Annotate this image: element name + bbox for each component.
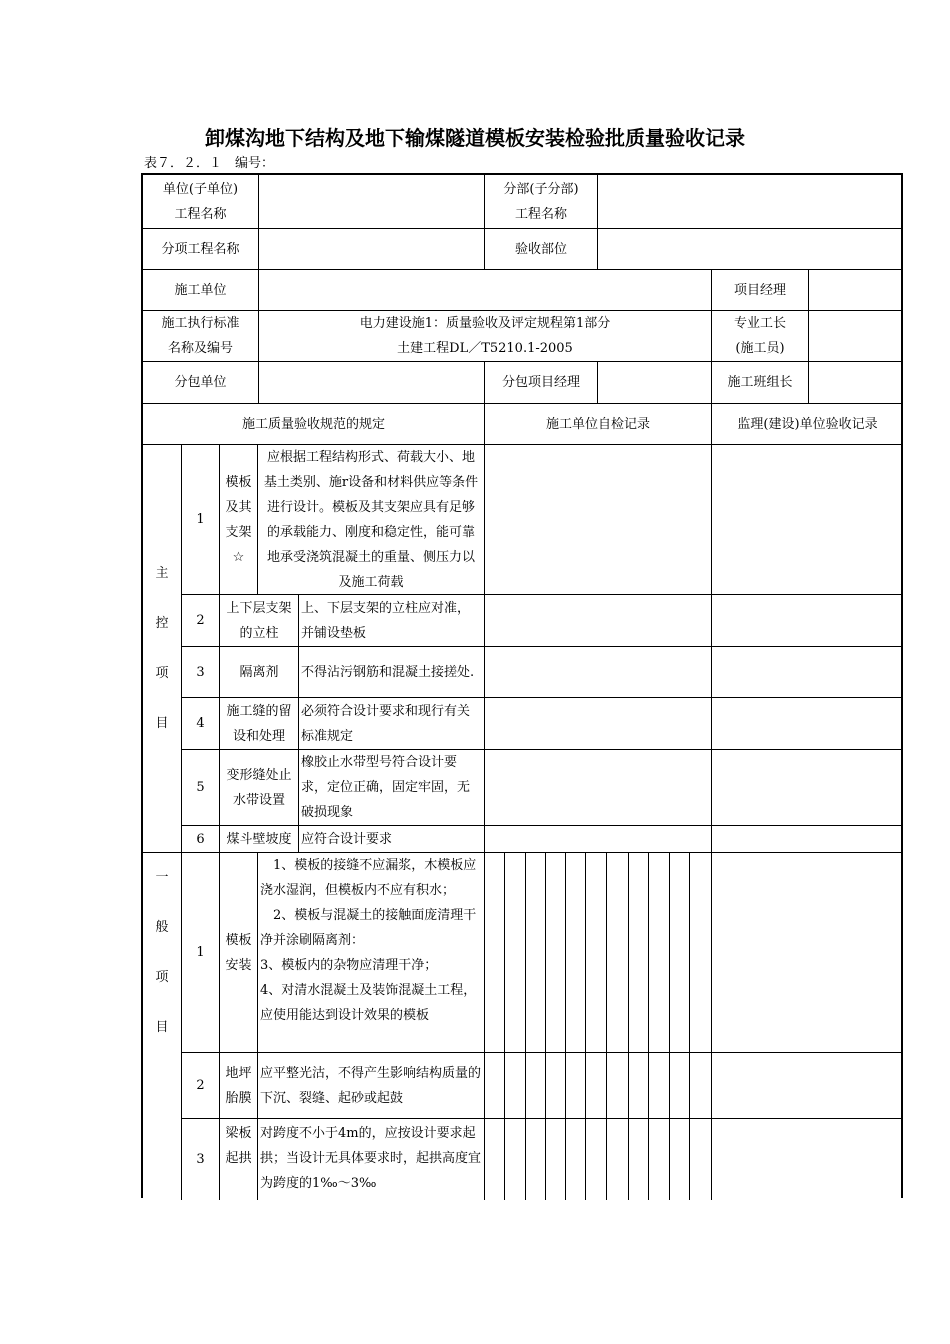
engineer-value[interactable] bbox=[809, 311, 903, 362]
main-row-1-no: 1 bbox=[182, 445, 220, 595]
main-row-1-name: 模板 及其 支架 ☆ bbox=[220, 445, 258, 595]
main-items-label: 主控项目 bbox=[143, 445, 182, 853]
main-row-2-no: 2 bbox=[182, 595, 220, 647]
construct-unit-value[interactable] bbox=[259, 270, 712, 311]
main-row-3-no: 3 bbox=[182, 647, 220, 698]
sub-unit-value[interactable] bbox=[259, 362, 485, 404]
main-row-5-supervisor[interactable] bbox=[712, 750, 903, 826]
main-row-5-name: 变形缝处止 水带设置 bbox=[220, 750, 299, 826]
main-row-5-no: 5 bbox=[182, 750, 220, 826]
project-manager-label: 项目经理 bbox=[712, 270, 809, 311]
main-row-6-desc: 应符合设计要求 bbox=[299, 826, 485, 853]
engineer-label: 专业工长 (施工员) bbox=[712, 311, 809, 362]
main-row-4-supervisor[interactable] bbox=[712, 698, 903, 750]
main-row-2-self-check[interactable] bbox=[485, 595, 712, 647]
main-row-3-self-check[interactable] bbox=[485, 647, 712, 698]
unit-project-value[interactable] bbox=[259, 175, 485, 229]
general-row-1-desc: 1、模板的接缝不应漏浆，木模板应浇水湿润，但模板内不应有积水； 2、模板与混凝土的接触面庞清理干净并涂刷隔离剂： 3、模板内的杂物应清理干净； 4、对清水混凝土及装饰混凝土工程，应使用能达到设计效果的模板 bbox=[258, 853, 485, 1053]
main-row-5-desc: 橡胶止水带型号符合设计要求，定位正确，固定牢固，无破损现象 bbox=[299, 750, 485, 826]
main-row-1-desc: 应根据工程结构形式、荷载大小、地基土类别、施r设备和材料供应等条件进行设计。模板及其支架应具有足够的承载能力、刚度和稳定性，能可靠地承受浇筑混凝土的重量、侧压力以及施工荷载 bbox=[258, 445, 485, 595]
general-row-2-name: 地坪 胎膜 bbox=[220, 1053, 258, 1119]
standard-value: 电力建设施1：质量验收及评定规程第1部分 土建工程DL／T5210.1-2005 bbox=[259, 311, 712, 362]
sub-unit-label: 分包单位 bbox=[143, 362, 259, 404]
accept-part-value[interactable] bbox=[598, 229, 903, 270]
general-items-label: 一般项目 bbox=[143, 853, 182, 1200]
main-row-3-desc: 不得沾污钢筋和混凝土接搓处. bbox=[299, 647, 485, 698]
sub-project-label: 分部(子分部) 工程名称 bbox=[485, 175, 598, 229]
construct-unit-label: 施工单位 bbox=[143, 270, 259, 311]
project-manager-value[interactable] bbox=[809, 270, 903, 311]
main-row-5-self-check[interactable] bbox=[485, 750, 712, 826]
acceptance-table bbox=[141, 173, 903, 1198]
main-row-1-supervisor[interactable] bbox=[712, 445, 903, 595]
general-row-2-desc: 应平整光沽，不得产生影响结构质量的下沉、裂缝、起砂或起鼓 bbox=[258, 1053, 485, 1119]
accept-part-label: 验收部位 bbox=[485, 229, 598, 270]
general-row-3-name: 梁板 起拱 bbox=[220, 1119, 258, 1200]
sub-manager-label: 分包项目经理 bbox=[485, 362, 598, 404]
main-row-4-self-check[interactable] bbox=[485, 698, 712, 750]
main-row-6-supervisor[interactable] bbox=[712, 826, 903, 853]
general-row-2-no: 2 bbox=[182, 1053, 220, 1119]
main-row-6-no: 6 bbox=[182, 826, 220, 853]
document-title: 卸煤沟地下结构及地下输煤隧道模板安装检验批质量验收记录 bbox=[205, 126, 745, 150]
general-row-1-no: 1 bbox=[182, 853, 220, 1053]
item-project-value[interactable] bbox=[259, 229, 485, 270]
sub-manager-value[interactable] bbox=[598, 362, 712, 404]
main-row-4-desc: 必须符合设计要求和现行有关标准规定 bbox=[299, 698, 485, 750]
table-number: 表７．２．１ 编号： bbox=[144, 156, 275, 171]
sub-project-value[interactable] bbox=[598, 175, 903, 229]
main-row-6-name: 煤斗壁坡度 bbox=[220, 826, 299, 853]
main-row-2-desc: 上、下层支架的立柱应对准，并铺设垫板 bbox=[299, 595, 485, 647]
spec-header: 施工质量验收规范的规定 bbox=[143, 404, 485, 445]
general-row-3-desc: 对跨度不小于4m的，应按设计要求起拱；当设计无具体要求时，起拱高度宜为跨度的1‰～3‰ bbox=[258, 1119, 485, 1200]
main-row-6-self-check[interactable] bbox=[485, 826, 712, 853]
measurement-grid bbox=[485, 853, 903, 1200]
general-row-3-no: 3 bbox=[182, 1119, 220, 1200]
general-row-1-name: 模板 安装 bbox=[220, 853, 258, 1053]
main-row-4-name: 施工缝的留 设和处理 bbox=[220, 698, 299, 750]
main-row-3-name: 隔离剂 bbox=[220, 647, 299, 698]
main-row-2-supervisor[interactable] bbox=[712, 595, 903, 647]
main-row-2-name: 上下层支架 的立柱 bbox=[220, 595, 299, 647]
team-leader-label: 施工班组长 bbox=[712, 362, 809, 404]
standard-label: 施工执行标准 名称及编号 bbox=[143, 311, 259, 362]
unit-project-label: 单位(子单位) 工程名称 bbox=[143, 175, 259, 229]
main-row-3-supervisor[interactable] bbox=[712, 647, 903, 698]
main-row-4-no: 4 bbox=[182, 698, 220, 750]
main-row-1-self-check[interactable] bbox=[485, 445, 712, 595]
self-check-header: 施工单位自检记录 bbox=[485, 404, 712, 445]
team-leader-value[interactable] bbox=[809, 362, 903, 404]
item-project-label: 分项工程名称 bbox=[143, 229, 259, 270]
supervisor-header: 监理(建设)单位验收记录 bbox=[712, 404, 903, 445]
